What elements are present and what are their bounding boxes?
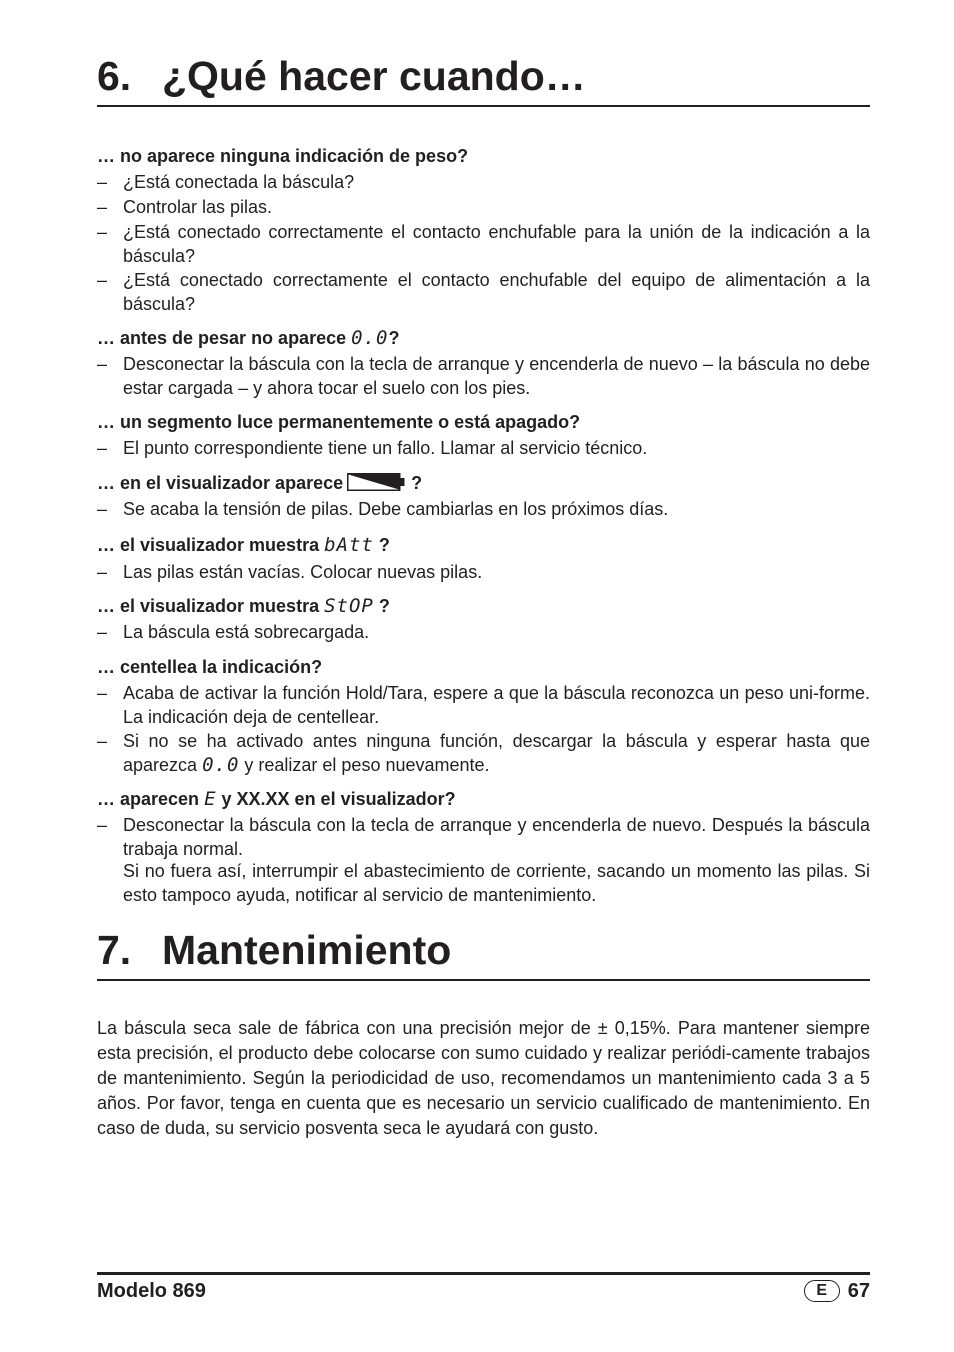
answer-7-2: – Si no se ha activado antes ninguna función, descargar la báscula y esperar hasta que aparezca 0.0 y realizar el peso nuevamente. (97, 731, 870, 776)
question-8: … aparecen E y XX.XX en el visualizador? (97, 788, 456, 810)
answer-2-1: – Desconectar la báscula con la tecla de arranque y encenderla de nuevo – la báscula no debe estar cargada – y ahora tocar el suelo con los pies. (97, 354, 870, 398)
maintenance-paragraph: La báscula seca sale de fábrica con una precisión mejor de ± 0,15%. Para mantener siempre esta precisión, el producto debe colocarse con sumo cuidado y realizar periódi-camente trabajos de mantenimiento. Según la periodicidad de uso, recomendamos un mantenimiento cada 3 a 5 años. Por favor, tenga en cuenta que es necesario un servicio cualificado de mantenimiento. En caso de duda, su servicio posventa seca le ayudará con gusto. (97, 1018, 870, 1138)
footer-model: Modelo 869 (97, 1280, 206, 1302)
language-badge: E (804, 1280, 840, 1302)
dash: – (97, 683, 108, 703)
lcd-stop-reading: StOP (324, 595, 374, 617)
dash: – (97, 354, 108, 374)
battery-low-icon (347, 473, 405, 491)
question-7: … centellea la indicación? (97, 657, 323, 677)
footer-rule (97, 1272, 870, 1275)
page-number: 67 (847, 1280, 870, 1302)
dash: – (97, 499, 108, 519)
footer-page-info (804, 1279, 870, 1303)
manual-page (97, 0, 870, 1352)
lcd-zero-reading: 0.0 (351, 327, 389, 349)
section-6-title: ¿Qué hacer cuando… (162, 53, 586, 99)
question-3: … un segmento luce permanentemente o está apagado? (97, 412, 581, 432)
lcd-error-reading: E (204, 788, 217, 810)
answer-6-1: – La báscula está sobrecargada. (97, 621, 870, 645)
answer-1-2: – Controlar las pilas. (97, 196, 870, 220)
answer-1-4: – ¿Está conectado correctamente el contacto enchufable del equipo de alimentación a la báscula? (97, 270, 870, 314)
lcd-zero-reading: 0.0 (202, 753, 240, 776)
dash: – (97, 197, 108, 217)
dash: – (97, 270, 108, 290)
dash: – (97, 731, 108, 751)
lcd-batt-reading: bAtt (324, 534, 374, 556)
section-7-heading (97, 926, 870, 981)
dash: – (97, 172, 108, 192)
answer-8-1: – Desconectar la báscula con la tecla de arranque y encenderla de nuevo. Después la báscula trabaja normal. (97, 815, 870, 859)
question-5: … el visualizador muestra bAtt ? (97, 534, 390, 556)
question-4: … en el visualizador aparece ? (97, 473, 423, 493)
answer-3-1: – El punto correspondiente tiene un fallo. Llamar al servicio técnico. (97, 437, 870, 461)
answer-8-1-cont: Si no fuera así, interrumpir el abastecimiento de corriente, sacando un momento las pilas. Si esto tampoco ayuda, notificar al servicio de mantenimiento. (123, 861, 870, 905)
dash: – (97, 222, 108, 242)
answer-1-3: – ¿Está conectado correctamente el contacto enchufable para la unión de la indicación a la báscula? (97, 222, 870, 266)
dash: – (97, 815, 108, 835)
question-1: … no aparece ninguna indicación de peso? (97, 146, 469, 166)
answer-4-1: – Se acaba la tensión de pilas. Debe cambiarlas en los próximos días. (97, 498, 870, 522)
section-7-title: Mantenimiento (162, 927, 452, 973)
answer-5-1: – Las pilas están vacías. Colocar nuevas pilas. (97, 561, 870, 585)
dash: – (97, 438, 108, 458)
dash: – (97, 622, 108, 642)
section-6-heading (97, 52, 870, 107)
section-7-number: 7. (97, 927, 132, 973)
answer-1-1: – ¿Está conectada la báscula? (97, 171, 870, 195)
answer-7-1: – Acaba de activar la función Hold/Tara, espere a que la báscula reconozca un peso uni-forme. La indicación deja de centellear. (97, 683, 870, 727)
dash: – (97, 562, 108, 582)
question-6: … el visualizador muestra StOP ? (97, 595, 390, 617)
section-6-number: 6. (97, 53, 132, 99)
question-2: … antes de pesar no aparece 0.0? (97, 327, 400, 349)
